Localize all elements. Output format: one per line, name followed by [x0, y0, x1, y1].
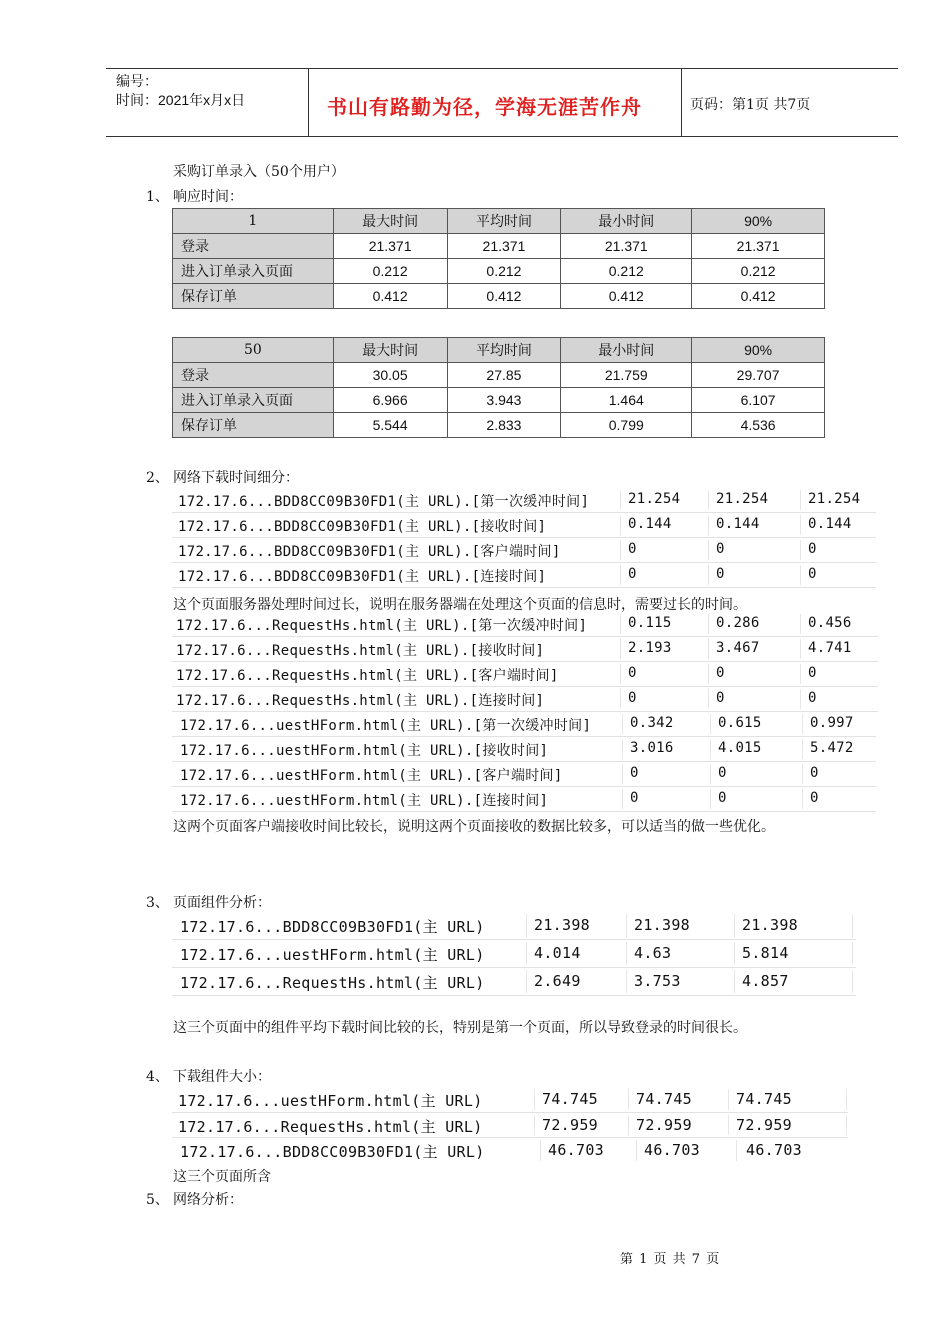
grid-row-name: 172.17.6...uestHForm.html(主 URL).[接收时间]: [180, 743, 549, 759]
grid-cell: 0.456: [808, 615, 852, 631]
table-cell: 30.05: [333, 363, 447, 388]
table-cell: 0.412: [333, 284, 447, 309]
grid-cell: 0.115: [628, 615, 672, 631]
download-breakdown-grid-requesths: [172, 612, 878, 712]
table-cell: 4.536: [692, 413, 825, 438]
grid-row: [172, 687, 878, 712]
table-cell: 21.371: [447, 234, 561, 259]
table-cell: 21.371: [692, 234, 825, 259]
grid-cell: 0: [630, 790, 639, 806]
column-header: 最小时间: [561, 209, 692, 234]
grid-row: [172, 912, 856, 940]
column-header: 最大时间: [333, 338, 447, 363]
grid-row-name: 172.17.6...RequestHs.html(主 URL).[连接时间]: [176, 693, 545, 709]
row-label: 登录: [173, 234, 334, 259]
grid-cell: 0: [628, 566, 637, 582]
grid-cell: 0.144: [716, 516, 760, 532]
grid-row-name: 172.17.6...uestHForm.html(主 URL): [180, 946, 485, 964]
section-title: 下载组件大小：: [173, 1069, 271, 1085]
response-time-table-1-user: [172, 208, 825, 309]
note-component-download: 这三个页面中的组件平均下载时间比较的长，特别是第一个页面，所以导致登录的时间很长。: [173, 1020, 747, 1036]
header-motto: 书山有路勤为径，学海无涯苦作舟: [327, 95, 642, 119]
grid-cell: 4.63: [634, 944, 672, 962]
section-title: 网络下载时间细分：: [173, 470, 299, 486]
table-cell: 0.799: [561, 413, 692, 438]
grid-row: [172, 1087, 848, 1113]
table-cell: 1.464: [561, 388, 692, 413]
grid-cell: 0.144: [628, 516, 672, 532]
note-client-receive: 这两个页面客户端接收时间比较长，说明这两个页面接收的数据比较多，可以适当的做一些优化。: [173, 819, 775, 835]
grid-cell: 3.016: [630, 740, 674, 756]
table-cell: 0.412: [561, 284, 692, 309]
grid-cell: 0: [716, 665, 725, 681]
grid-row-name: 172.17.6...BDD8CC09B30FD1(主 URL).[第一次缓冲时间]: [178, 494, 590, 510]
grid-cell: 4.857: [742, 972, 789, 990]
page-footer: 第 1 页 共 7 页: [620, 1252, 721, 1267]
column-header: 1: [173, 209, 334, 234]
table-cell: 2.833: [447, 413, 561, 438]
grid-cell: 0: [808, 566, 817, 582]
grid-row: [172, 1138, 848, 1163]
table-header-row: [173, 338, 825, 363]
section-number: 4、: [146, 1069, 169, 1085]
grid-row-name: 172.17.6...uestHForm.html(主 URL): [178, 1092, 483, 1110]
grid-cell: 21.254: [628, 491, 681, 507]
header-top-rule: [106, 68, 898, 69]
grid-cell: 0: [808, 541, 817, 557]
table-row: [173, 413, 825, 438]
grid-row-name: 172.17.6...uestHForm.html(主 URL).[客户端时间]: [180, 768, 563, 784]
grid-cell: 72.959: [542, 1116, 598, 1134]
table-cell: 0.412: [692, 284, 825, 309]
row-label: 登录: [173, 363, 334, 388]
grid-row: [172, 737, 876, 762]
grid-row: [172, 538, 876, 563]
grid-cell: 0.286: [716, 615, 760, 631]
grid-cell: 0: [718, 790, 727, 806]
section-number: 1、: [146, 189, 169, 205]
grid-row: [172, 712, 876, 737]
section-number: 2、: [146, 470, 169, 486]
grid-row: [172, 787, 876, 812]
grid-cell: 5.814: [742, 944, 789, 962]
column-header: 平均时间: [447, 338, 561, 363]
grid-row: [172, 1113, 848, 1138]
grid-row-name: 172.17.6...RequestHs.html(主 URL).[第一次缓冲时间]: [176, 618, 588, 634]
grid-cell: 5.472: [810, 740, 854, 756]
grid-row: [172, 637, 878, 662]
grid-row-name: 172.17.6...BDD8CC09B30FD1(主 URL): [180, 1143, 485, 1161]
doc-title: 采购订单录入（50个用户）: [173, 164, 345, 180]
grid-cell: 21.254: [716, 491, 769, 507]
download-breakdown-grid-uesthform: [172, 712, 876, 812]
grid-cell: 46.703: [644, 1141, 700, 1159]
grid-cell: 72.959: [636, 1116, 692, 1134]
grid-cell: 74.745: [636, 1090, 692, 1108]
note-server-processing: 这个页面服务器处理时间过长，说明在服务器端在处理这个页面的信息时，需要过长的时间。: [173, 597, 747, 613]
table-cell: 21.371: [561, 234, 692, 259]
header-divider: [681, 68, 682, 136]
grid-cell: 2.649: [534, 972, 581, 990]
table-cell: 6.966: [333, 388, 447, 413]
section-number: 3、: [146, 895, 169, 911]
grid-cell: 0.997: [810, 715, 854, 731]
grid-cell: 46.703: [746, 1141, 802, 1159]
grid-row-name: 172.17.6...BDD8CC09B30FD1(主 URL).[客户端时间]: [178, 544, 561, 560]
grid-cell: 4.015: [718, 740, 762, 756]
grid-cell: 0: [810, 765, 819, 781]
column-header: 平均时间: [447, 209, 561, 234]
table-cell: 29.707: [692, 363, 825, 388]
grid-cell: 0: [716, 566, 725, 582]
table-cell: 6.107: [692, 388, 825, 413]
header-divider: [308, 68, 309, 136]
doc-number: 编号：: [116, 73, 158, 89]
table-cell: 21.371: [333, 234, 447, 259]
grid-cell: 0.615: [718, 715, 762, 731]
grid-cell: 21.398: [634, 916, 690, 934]
table-cell: 0.212: [692, 259, 825, 284]
table-row: [173, 388, 825, 413]
table-row: [173, 259, 825, 284]
header-bottom-rule: [106, 136, 898, 137]
table-row: [173, 363, 825, 388]
grid-row-name: 172.17.6...RequestHs.html(主 URL).[接收时间]: [176, 643, 545, 659]
grid-row-name: 172.17.6...BDD8CC09B30FD1(主 URL).[接收时间]: [178, 519, 547, 535]
column-header: 50: [173, 338, 334, 363]
grid-cell: 3.467: [716, 640, 760, 656]
grid-cell: 21.398: [742, 916, 798, 934]
row-label: 进入订单录入页面: [173, 259, 334, 284]
table-row: [173, 284, 825, 309]
grid-cell: 21.254: [808, 491, 861, 507]
component-size-grid: [172, 1087, 848, 1163]
grid-cell: 74.745: [736, 1090, 792, 1108]
grid-cell: 0: [628, 541, 637, 557]
grid-row: [172, 488, 876, 513]
row-label: 保存订单: [173, 413, 334, 438]
grid-cell: 0: [628, 665, 637, 681]
grid-cell: 0: [810, 790, 819, 806]
note-component-size: 这三个页面所含: [173, 1169, 271, 1185]
grid-row: [172, 662, 878, 687]
grid-cell: 0: [716, 541, 725, 557]
grid-row-name: 172.17.6...BDD8CC09B30FD1(主 URL).[连接时间]: [178, 569, 547, 585]
section-title: 网络分析：: [173, 1192, 243, 1208]
grid-row-name: 172.17.6...uestHForm.html(主 URL).[第一次缓冲时间]: [180, 718, 592, 734]
section-number: 5、: [146, 1192, 169, 1208]
grid-row-name: 172.17.6...RequestHs.html(主 URL).[客户端时间]: [176, 668, 559, 684]
row-label: 进入订单录入页面: [173, 388, 334, 413]
grid-row-name: 172.17.6...BDD8CC09B30FD1(主 URL): [180, 918, 485, 936]
grid-cell: 0: [630, 765, 639, 781]
grid-row: [172, 762, 876, 787]
column-header: 最小时间: [561, 338, 692, 363]
grid-row: [172, 513, 876, 538]
grid-cell: 74.745: [542, 1090, 598, 1108]
table-cell: 27.85: [447, 363, 561, 388]
grid-cell: 4.741: [808, 640, 852, 656]
grid-cell: 0: [716, 690, 725, 706]
section-title: 页面组件分析：: [173, 895, 271, 911]
table-cell: 0.212: [561, 259, 692, 284]
download-breakdown-grid-bdd8: [172, 488, 876, 588]
response-time-table-50-users: [172, 337, 825, 438]
grid-cell: 3.753: [634, 972, 681, 990]
grid-cell: 4.014: [534, 944, 581, 962]
table-cell: 0.212: [447, 259, 561, 284]
grid-row-name: 172.17.6...RequestHs.html(主 URL): [180, 974, 485, 992]
table-cell: 21.759: [561, 363, 692, 388]
grid-cell: 46.703: [548, 1141, 604, 1159]
column-header: 最大时间: [333, 209, 447, 234]
header-page-number: 页码：第1页 共7页: [690, 97, 811, 113]
grid-cell: 0: [808, 690, 817, 706]
component-analysis-grid: [172, 912, 856, 996]
column-header: 90%: [692, 209, 825, 234]
grid-cell: 0.342: [630, 715, 674, 731]
grid-row: [172, 612, 878, 637]
table-header-row: [173, 209, 825, 234]
grid-cell: 0.144: [808, 516, 852, 532]
table-cell: 3.943: [447, 388, 561, 413]
table-row: [173, 234, 825, 259]
grid-row-name: 172.17.6...uestHForm.html(主 URL).[连接时间]: [180, 793, 549, 809]
grid-cell: 2.193: [628, 640, 672, 656]
column-header: 90%: [692, 338, 825, 363]
table-cell: 0.212: [333, 259, 447, 284]
grid-row-name: 172.17.6...RequestHs.html(主 URL): [178, 1118, 483, 1136]
grid-cell: 0: [718, 765, 727, 781]
grid-row: [172, 940, 856, 968]
grid-row: [172, 563, 876, 588]
grid-row: [172, 968, 856, 996]
grid-cell: 0: [808, 665, 817, 681]
doc-date: 时间：2021年x月x日: [116, 92, 246, 108]
table-cell: 5.544: [333, 413, 447, 438]
grid-cell: 0: [628, 690, 637, 706]
table-cell: 0.412: [447, 284, 561, 309]
section-title: 响应时间：: [173, 189, 243, 205]
grid-cell: 72.959: [736, 1116, 792, 1134]
grid-cell: 21.398: [534, 916, 590, 934]
row-label: 保存订单: [173, 284, 334, 309]
